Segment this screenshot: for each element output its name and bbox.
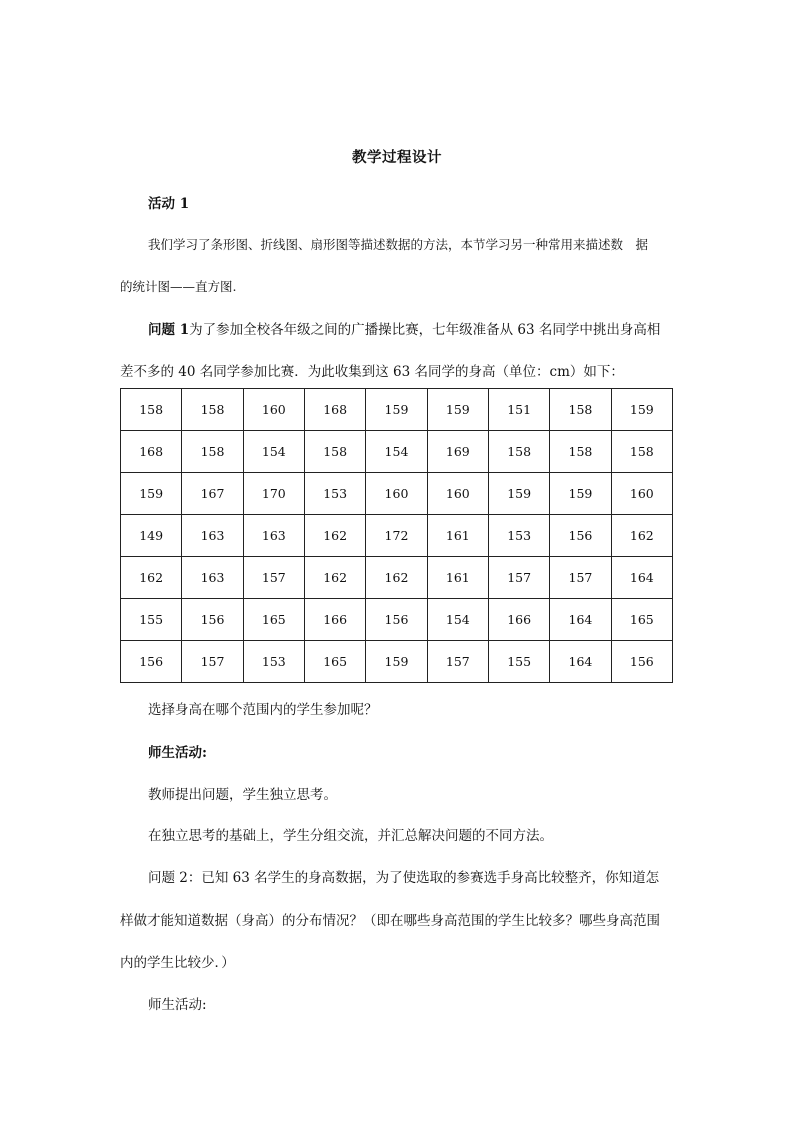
table-cell: 157 (488, 557, 549, 599)
activity-text-2: 在独立思考的基础上，学生分组交流，并汇总解决问题的不同方法。 (148, 828, 553, 844)
table-cell: 158 (611, 431, 672, 473)
table-cell: 161 (427, 557, 488, 599)
table-cell: 160 (243, 389, 304, 431)
intro-paragraph-line-1: 我们学习了条形图、折线图、扇形图等描述数据的方法，本节学习另一种常用来描述数 据 (148, 237, 649, 252)
table-cell: 164 (550, 641, 611, 683)
teacher-student-activity-label: 师生活动: (148, 997, 207, 1013)
table-cell: 161 (427, 515, 488, 557)
table-cell: 151 (488, 389, 549, 431)
table-cell: 162 (121, 557, 182, 599)
table-cell: 158 (182, 389, 243, 431)
question-2-line-3: 内的学生比较少．） (120, 955, 235, 971)
table-cell: 153 (488, 515, 549, 557)
table-cell: 156 (550, 515, 611, 557)
table-cell: 158 (550, 389, 611, 431)
table-cell: 165 (304, 641, 365, 683)
intro-paragraph-line-2: 的统计图——直方图. (120, 279, 237, 294)
table-cell: 160 (611, 473, 672, 515)
table-cell: 156 (121, 641, 182, 683)
table-cell: 158 (304, 431, 365, 473)
table-cell: 157 (427, 641, 488, 683)
table-cell: 162 (304, 515, 365, 557)
question-1-label: 问题 1 (148, 322, 190, 338)
question-1-line-2: 差不多的 40 名同学参加比赛．为此收集到这 63 名同学的身高（单位：cm）如下： (120, 364, 624, 380)
activity-text-1: 教师提出问题，学生独立思考。 (148, 787, 337, 803)
table-cell: 153 (304, 473, 365, 515)
question-1-prompt: 选择身高在哪个范围内的学生参加呢？ (148, 702, 378, 718)
table-cell: 162 (611, 515, 672, 557)
table-cell: 154 (427, 599, 488, 641)
table-row (121, 557, 673, 599)
table-cell: 158 (488, 431, 549, 473)
table-cell: 163 (182, 557, 243, 599)
table-row (121, 389, 673, 431)
activity-1-heading: 活动 1 (148, 196, 190, 212)
table-cell: 167 (182, 473, 243, 515)
table-cell: 168 (304, 389, 365, 431)
table-cell: 156 (366, 599, 427, 641)
table-cell: 159 (427, 389, 488, 431)
table-cell: 162 (304, 557, 365, 599)
table-cell: 159 (488, 473, 549, 515)
table-cell: 156 (182, 599, 243, 641)
table-cell: 165 (611, 599, 672, 641)
table-cell: 166 (488, 599, 549, 641)
table-row (121, 515, 673, 557)
table-cell: 165 (243, 599, 304, 641)
table-cell: 159 (366, 641, 427, 683)
table-row (121, 431, 673, 473)
table-cell: 149 (121, 515, 182, 557)
table-cell: 154 (366, 431, 427, 473)
table-cell: 160 (366, 473, 427, 515)
table-cell: 172 (366, 515, 427, 557)
table-cell: 160 (427, 473, 488, 515)
table-row (121, 599, 673, 641)
table-cell: 155 (121, 599, 182, 641)
table-cell: 158 (182, 431, 243, 473)
table-cell: 159 (611, 389, 672, 431)
table-cell: 168 (121, 431, 182, 473)
question-2-line-2: 样做才能知道数据（身高）的分布情况？（即在哪些身高范围的学生比较多？哪些身高范围 (120, 913, 660, 929)
table-cell: 157 (243, 557, 304, 599)
table-cell: 155 (488, 641, 549, 683)
table-cell: 169 (427, 431, 488, 473)
table-cell: 164 (611, 557, 672, 599)
height-table-body (121, 389, 673, 683)
teacher-student-activity-heading: 师生活动: (148, 745, 207, 761)
table-cell: 166 (304, 599, 365, 641)
table-cell: 159 (550, 473, 611, 515)
height-data-table (120, 388, 673, 683)
table-cell: 163 (243, 515, 304, 557)
table-cell: 159 (366, 389, 427, 431)
table-cell: 170 (243, 473, 304, 515)
table-cell: 158 (550, 431, 611, 473)
table-cell: 164 (550, 599, 611, 641)
table-row (121, 641, 673, 683)
question-1-text: 为了参加全校各年级之间的广播操比赛，七年级准备从 63 名同学中挑出身高相 (189, 322, 661, 338)
table-cell: 158 (121, 389, 182, 431)
table-cell: 154 (243, 431, 304, 473)
table-cell: 153 (243, 641, 304, 683)
table-cell: 157 (550, 557, 611, 599)
table-cell: 163 (182, 515, 243, 557)
table-cell: 156 (611, 641, 672, 683)
page-title: 教学过程设计 (352, 149, 442, 166)
table-cell: 159 (121, 473, 182, 515)
table-cell: 162 (366, 557, 427, 599)
table-row (121, 473, 673, 515)
table-cell: 157 (182, 641, 243, 683)
question-2-line-1: 问题 2：已知 63 名学生的身高数据，为了使选取的参赛选手身高比较整齐，你知道怎 (148, 870, 660, 886)
question-1-line-1 (148, 318, 660, 338)
